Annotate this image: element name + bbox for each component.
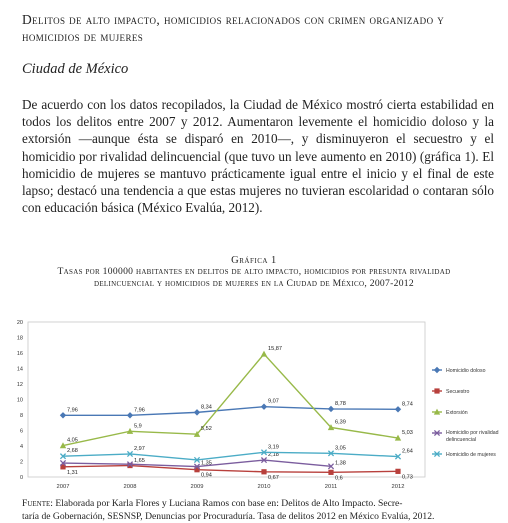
y-tick-label: 14: [16, 366, 23, 373]
data-label: 7,96: [134, 407, 145, 414]
section-title: Delitos de alto impacto, homicidios relacionados con crimen organizado y homicidios de mujeres: [22, 12, 445, 44]
figure-caption: Tasas por 100000 habitantes en delitos de alto impacto, homicidios por presunta rivalidad delincuencial y homicidios de mujeres en la Ciudad de México, 2007-2012: [57, 266, 451, 289]
y-tick-label: 0: [19, 475, 23, 481]
data-label: 1,65: [134, 458, 145, 465]
data-label: 4,05: [67, 437, 78, 444]
x-tick-label: 2008: [123, 484, 137, 490]
legend-label: Secuestro: [446, 389, 470, 395]
point-marker: [261, 404, 267, 410]
point-marker: [261, 351, 267, 357]
x-tick-label: 2011: [324, 484, 338, 490]
y-tick-label: 6: [19, 428, 23, 435]
point-marker: [328, 470, 333, 475]
x-tick-label: 2009: [190, 484, 204, 490]
x-tick-label: 2010: [257, 484, 271, 490]
data-label: 7,96: [67, 407, 78, 414]
data-label: 1,31: [67, 469, 78, 476]
source-label: Fuente:: [22, 498, 53, 509]
y-tick-label: 4: [19, 444, 23, 450]
series-line: [63, 407, 398, 416]
y-tick-label: 8: [19, 413, 23, 419]
legend-label: Homicidio doloso: [446, 368, 486, 374]
data-label: 1,35: [201, 460, 212, 467]
y-tick-label: 18: [16, 335, 23, 342]
point-marker: [127, 412, 133, 418]
y-tick-label: 10: [16, 397, 23, 404]
point-marker: [434, 367, 440, 373]
x-tick-label: 2012: [391, 484, 405, 490]
y-tick-label: 12: [16, 382, 23, 388]
data-label: 3,05: [335, 445, 346, 452]
data-label: 8,78: [335, 400, 346, 407]
x-tick-label: 2007: [56, 484, 70, 490]
data-label: 8,34: [201, 404, 212, 411]
data-label: 1,38: [335, 460, 346, 467]
data-label: 0,94: [201, 472, 212, 479]
data-label: 5,52: [201, 426, 212, 433]
point-marker: [194, 409, 200, 415]
data-label: 5,9: [134, 423, 142, 430]
point-marker: [261, 469, 266, 474]
y-tick-label: 20: [16, 320, 23, 326]
legend-label: Extorsión: [446, 410, 468, 416]
point-marker: [395, 406, 401, 412]
data-label: 0,6: [335, 475, 343, 482]
data-label: 15,87: [268, 346, 282, 353]
data-label: 9,07: [268, 398, 279, 405]
body-paragraph: De acuerdo con los datos recopilados, la Ciudad de México mostró cierta estabilidad en todos los delitos entre 2007 y 2012. Aumentaron levemente el homicidio doloso y la extorsión —aunque ésta se disparó en 2010—, y disminuyeron el secuestro y el homicidio por rivalidad delincuencial (que tuvo un leve aumento en 2010) (gráfica 1). El homicidio de mujeres se mantuvo prácticamente igual entre el inicio y el final de este lapso; destacó una tendencia a que estas mujeres no tuvieran escolaridad o contaran sólo con educación básica (México Evalúa, 2012).: [22, 97, 494, 216]
series-line: [63, 452, 398, 460]
data-label: 2,97: [134, 445, 145, 452]
series-line: [63, 466, 398, 473]
series-line: [63, 354, 398, 446]
y-tick-label: 2: [19, 459, 23, 466]
data-label: 3,19: [268, 444, 279, 451]
data-label: 2,64: [402, 448, 413, 455]
data-label: 8,74: [402, 401, 413, 408]
legend-label: delincuencial: [446, 437, 476, 443]
source-text-2: taría de Gobernación, SESNSP, Denuncias por Procuraduría. Tasa de delitos 2012 en México Evalúa, 2012.: [22, 511, 435, 522]
data-label: 5,03: [402, 430, 413, 437]
data-label: 2,18: [268, 452, 279, 459]
subsection-heading: Ciudad de México: [22, 61, 129, 77]
legend-label: Homicidio de mujeres: [446, 452, 496, 458]
point-marker: [395, 469, 400, 474]
figure-label: Gráfica 1: [231, 255, 277, 266]
data-label: 0,73: [402, 474, 413, 481]
data-label: 2,68: [67, 448, 78, 455]
source-text: Elaborada por Karla Flores y Luciana Ramos con base en: Delitos de Alto Impacto. Secre-: [55, 498, 403, 509]
point-marker: [328, 406, 334, 412]
point-marker: [434, 388, 439, 393]
legend-label: Homicidio por rivalidad: [446, 430, 499, 436]
point-marker: [60, 412, 66, 418]
figure-source: [22, 497, 502, 523]
data-label: 0,67: [268, 474, 279, 481]
y-tick-label: 16: [16, 351, 23, 357]
data-label: 6,39: [335, 419, 346, 426]
